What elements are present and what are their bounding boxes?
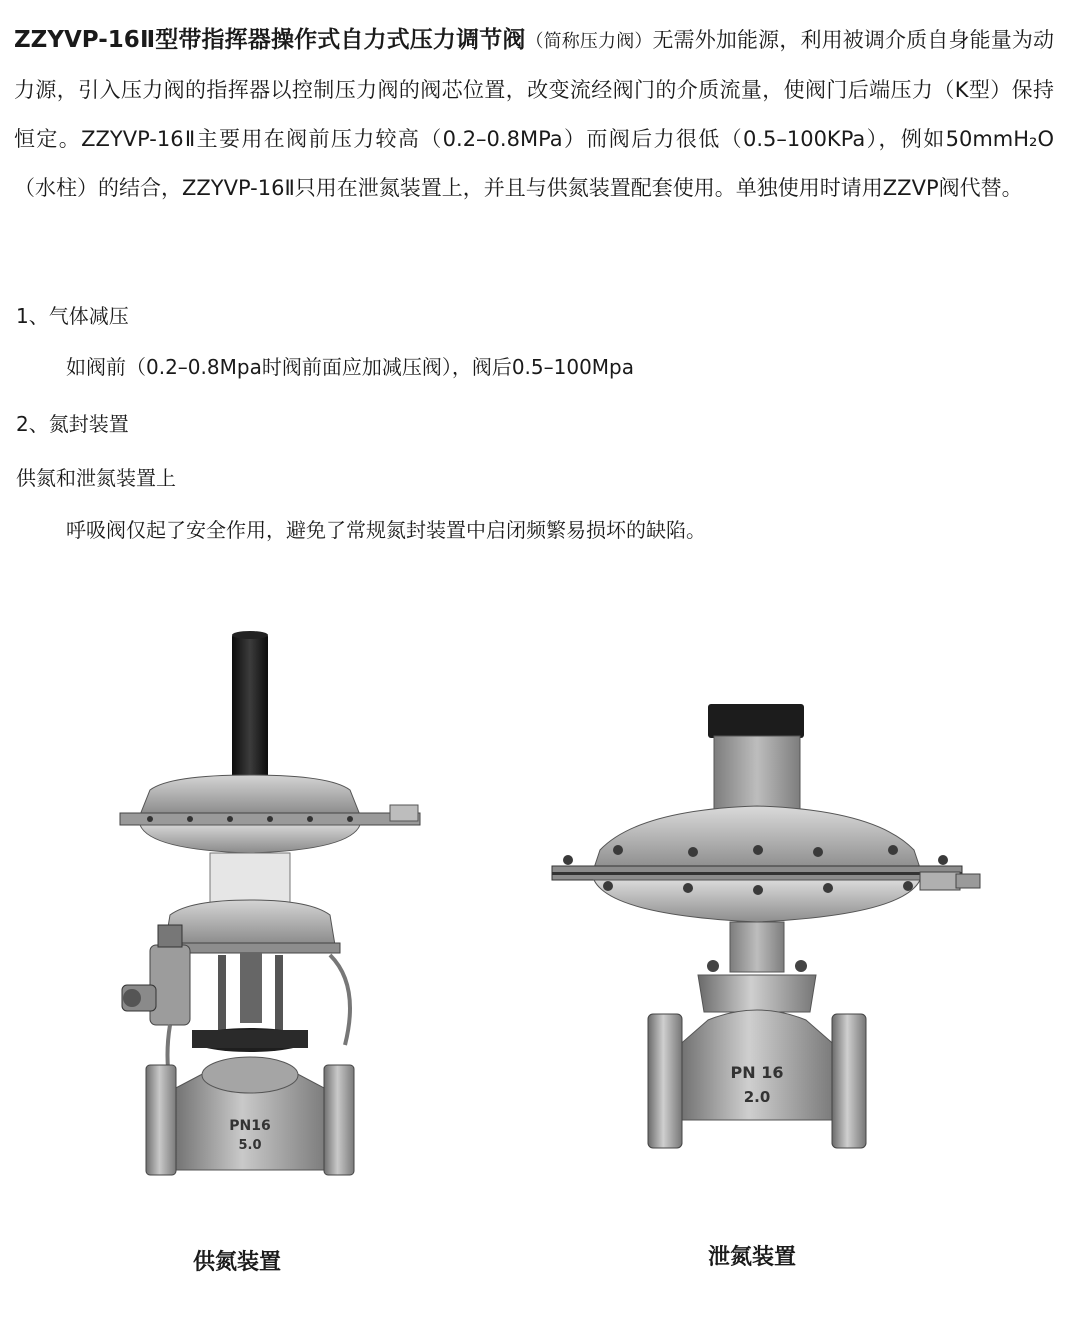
right-figure-caption: 泄氮装置 (708, 1245, 797, 1270)
left-figure-caption: 供氮装置 (193, 1250, 282, 1275)
intro-text: 无需外加能源，利用被调介质自身能量为动力源，引入压力阀的指挥器以控制压力阀的阀芯位置，改变流经阀门的介质流量，使阀门后端压力（K型）保持恒定。ZZYVP-16Ⅱ主要用在阀前压力较高（0.2–0.8MPa）而阀后力很低（0.5–100KPa），例如50mmH₂O（水柱）的结合，ZZYVP-16Ⅱ只用在泄氮装置上，并且与供氮装置配套使用。单独使用时请用ZZVP阀代替。 (14, 28, 1055, 200)
section-2-subheading: 供氮和泄氮装置上 (16, 466, 176, 490)
intro-paragraph (14, 16, 1054, 213)
section-2-heading: 2、氮封装置 (16, 412, 129, 436)
nitrogen-relief-valve-image (548, 700, 998, 1155)
section-2-body: 呼吸阀仅起了安全作用，避免了常规氮封装置中启闭频繁易损坏的缺陷。 (66, 518, 706, 542)
section-1-heading: 1、气体减压 (16, 304, 129, 328)
product-abbreviation: （简称压力阀） (525, 31, 653, 52)
section-1-body: 如阀前（0.2–0.8Mpa时阀前面应加减压阀），阀后0.5–100Mpa (66, 355, 635, 379)
left-valve-plate-top: PN16 (229, 1118, 271, 1134)
right-valve-plate-top: PN 16 (730, 1063, 784, 1082)
right-valve-plate-bottom: 2.0 (743, 1088, 771, 1106)
left-valve-plate-bottom: 5.0 (238, 1138, 262, 1153)
nitrogen-supply-valve-image (110, 625, 450, 1195)
product-title: ZZYVP-16Ⅱ型带指挥器操作式自力式压力调节阀 (14, 27, 526, 53)
